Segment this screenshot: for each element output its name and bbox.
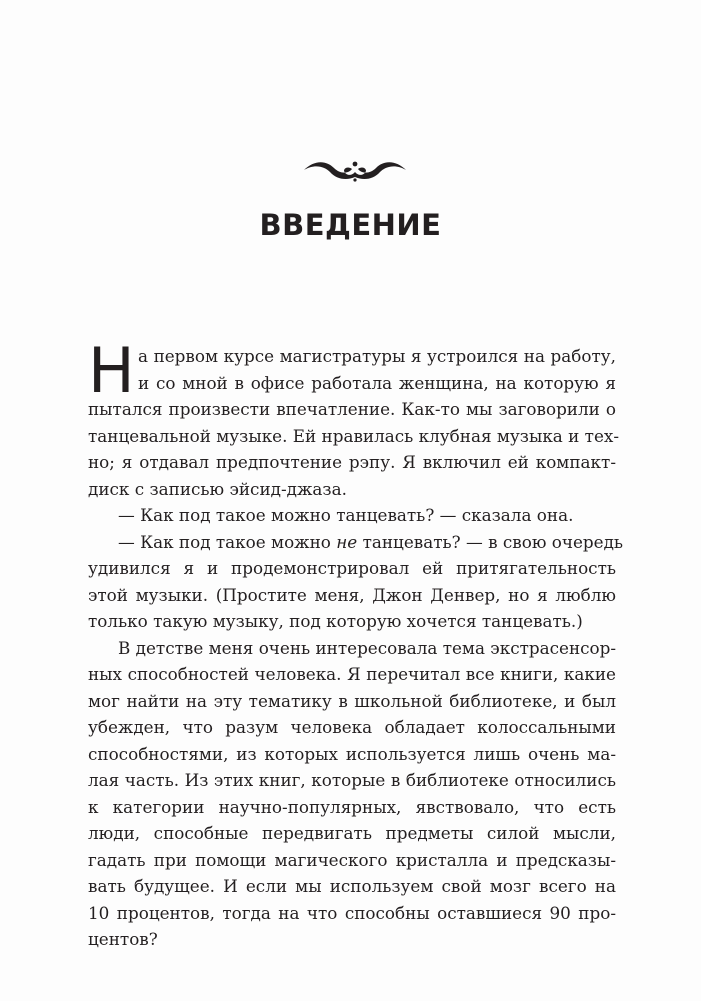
text-line: В детстве меня очень интересовала тема экстрасенсор- xyxy=(118,637,617,658)
text-line: а первом курсе магистратуры я устроился на работу, xyxy=(138,346,616,366)
chapter-body xyxy=(88,334,624,953)
text-line: и со мной в офисе работала женщина, на которую я xyxy=(138,372,616,393)
text-line: 10 процентов, тогда на что способны оставшиеся 90 про- xyxy=(88,902,616,923)
text-line: диск с записью эйсид-джаза. xyxy=(88,478,347,499)
text-line: вать будущее. И если мы используем свой мозг всего на xyxy=(88,876,616,896)
text-line: убежден, что разум человека обладает колоссальными xyxy=(88,717,616,737)
text-line: пытался произвести впечатление. Как-то мы заговорили о xyxy=(88,399,616,419)
drop-cap: Н xyxy=(88,334,135,407)
dialog-line xyxy=(88,529,624,556)
text-line: но; я отдавал предпочтение рэпу. Я включил ей компакт- xyxy=(88,452,616,472)
text-line: этой музыки. (Простите меня, Джон Денвер, но я люблю xyxy=(88,584,616,605)
dialog-text: танцевать? — в свою очередь xyxy=(357,531,624,552)
text-line: способностями, из которых используется лишь очень ма- xyxy=(88,743,616,764)
text-line: лая часть. Из этих книг, которые в библиотеке относились xyxy=(88,770,616,790)
text-line: центов? xyxy=(88,929,158,949)
chapter-title: ВВЕДЕНИЕ xyxy=(259,208,442,242)
text-line: гадать при помощи магического кристалла и предсказы- xyxy=(88,849,616,870)
text-line: только такую музыку, под которую хочется танцевать.) xyxy=(88,611,583,631)
emphasis-text: не xyxy=(336,531,358,552)
text-line: удивился я и продемонстрировал ей притягательность xyxy=(88,558,616,578)
flourish-ornament-icon xyxy=(300,152,410,188)
text-line: ных способностей человека. Я перечитал все книги, какие xyxy=(88,664,616,684)
text-line: мог найти на эту тематику в школьной библиотеке, и был xyxy=(88,690,616,711)
dialog-text: — Как под такое можно xyxy=(118,531,337,552)
text-line: к категории научно-популярных, явствовало, что есть xyxy=(88,796,616,817)
dialog-line: — Как под такое можно танцевать? — сказала она. xyxy=(118,505,574,525)
text-line: люди, способные передвигать предметы силой мысли, xyxy=(88,823,616,843)
text-line: танцевальной музыке. Ей нравилась клубная музыка и тех- xyxy=(88,425,620,446)
